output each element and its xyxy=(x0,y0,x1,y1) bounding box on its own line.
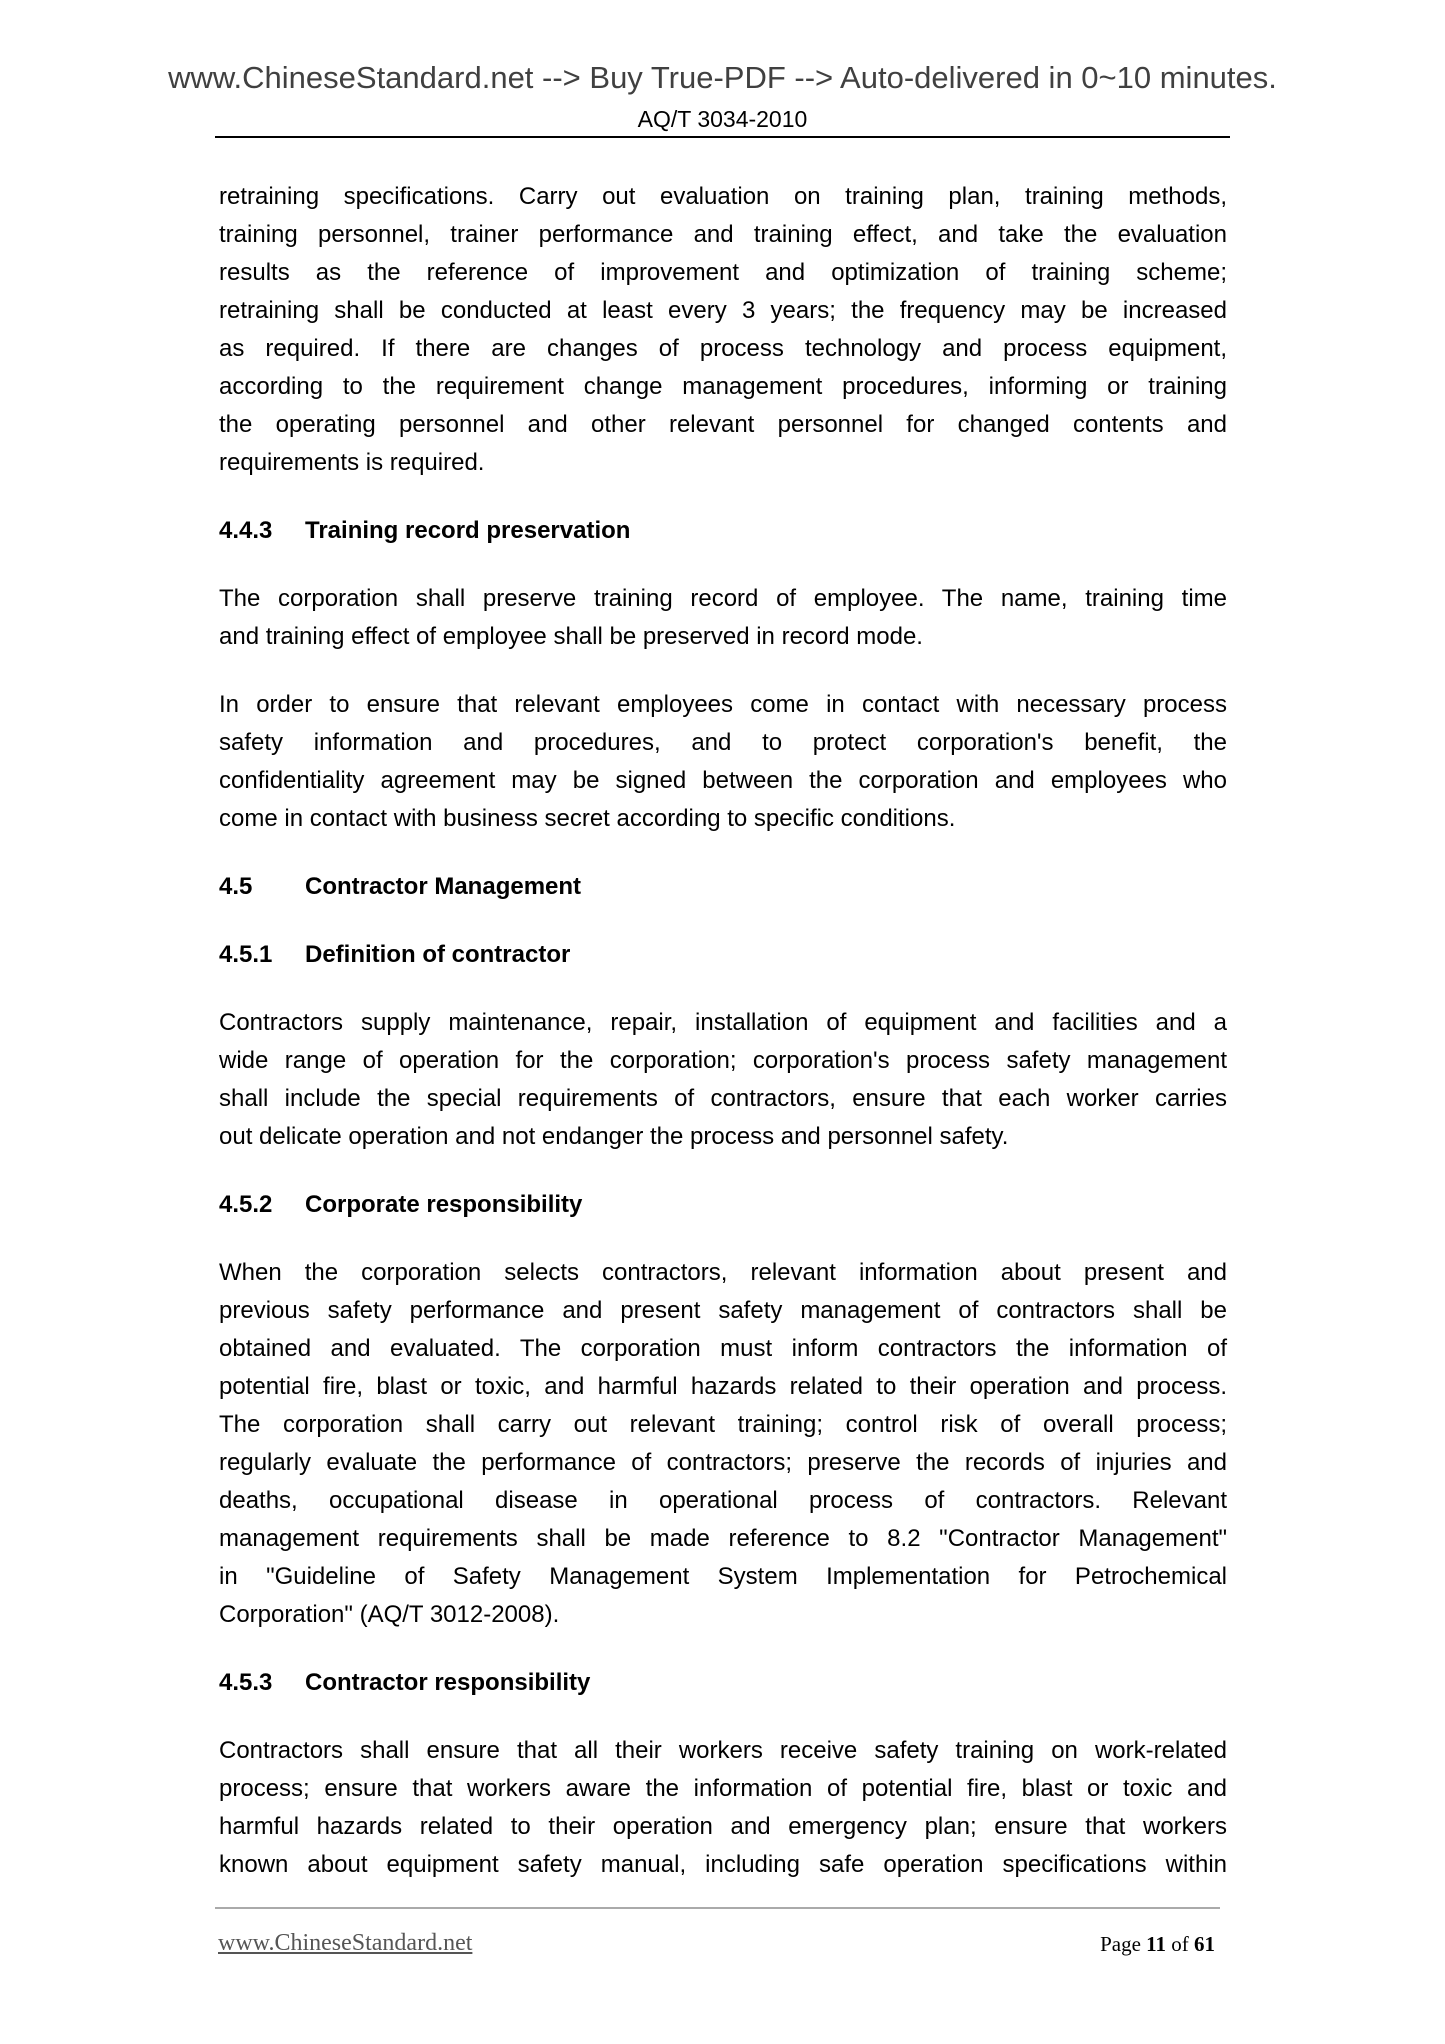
paragraph xyxy=(219,580,1227,656)
text-line: previous safety performance and present safety management of contractors shall be xyxy=(219,1297,1227,1324)
text-line: wide range of operation for the corporation; corporation's process safety management xyxy=(219,1047,1227,1074)
text-line: obtained and evaluated. The corporation must inform contractors the information of xyxy=(219,1335,1227,1362)
text-line: retraining shall be conducted at least every 3 years; the frequency may be increased xyxy=(219,297,1227,324)
section-title: Corporate responsibility xyxy=(305,1191,583,1218)
paragraph xyxy=(219,686,1227,838)
text-line: Corporation" (AQ/T 3012-2008). xyxy=(219,1601,560,1628)
text-line: The corporation shall preserve training record of employee. The name, training time xyxy=(219,585,1227,612)
text-line: When the corporation selects contractors, relevant information about present and xyxy=(219,1259,1227,1286)
text-line: results as the reference of improvement and optimization of training scheme; xyxy=(219,259,1227,286)
section-number: 4.5.2 xyxy=(219,1191,273,1218)
standard-number: AQ/T 3034-2010 xyxy=(637,106,808,132)
text-line: management requirements shall be made reference to 8.2 "Contractor Management" xyxy=(219,1525,1227,1552)
text-line: shall include the special requirements of contractors, ensure that each worker carries xyxy=(219,1085,1227,1112)
page-indicator xyxy=(1100,1932,1215,1957)
section-heading-4-5 xyxy=(219,868,1227,906)
text-line: confidentiality agreement may be signed between the corporation and employees who xyxy=(219,767,1227,794)
header-banner: www.ChineseStandard.net --> Buy True-PDF --> Auto-delivered in 0~10 minutes. xyxy=(168,60,1277,95)
section-heading-4-5-2 xyxy=(219,1186,1227,1224)
header-divider xyxy=(215,136,1230,138)
text-line: harmful hazards related to their operation and emergency plan; ensure that workers xyxy=(219,1813,1227,1840)
text-line: retraining specifications. Carry out evaluation on training plan, training methods, xyxy=(219,183,1227,210)
text-line: as required. If there are changes of process technology and process equipment, xyxy=(219,335,1227,362)
paragraph xyxy=(219,1004,1227,1156)
paragraph xyxy=(219,178,1227,482)
text-line: In order to ensure that relevant employees come in contact with necessary process xyxy=(219,691,1227,718)
text-line: out delicate operation and not endanger the process and personnel safety. xyxy=(219,1123,1009,1150)
text-line: the operating personnel and other relevant personnel for changed contents and xyxy=(219,411,1227,438)
text-line: and training effect of employee shall be preserved in record mode. xyxy=(219,623,923,650)
text-line: Contractors supply maintenance, repair, installation of equipment and facilities and a xyxy=(219,1009,1227,1036)
text-line: deaths, occupational disease in operational process of contractors. Relevant xyxy=(219,1487,1227,1514)
page-total: 61 xyxy=(1194,1932,1215,1956)
text-line: process; ensure that workers aware the information of potential fire, blast or toxic and xyxy=(219,1775,1227,1802)
text-line: potential fire, blast or toxic, and harmful hazards related to their operation and process. xyxy=(219,1373,1227,1400)
text-line: Contractors shall ensure that all their workers receive safety training on work-related xyxy=(219,1737,1227,1764)
text-line: according to the requirement change management procedures, informing or training xyxy=(219,373,1227,400)
section-title: Contractor Management xyxy=(305,873,582,900)
section-title: Definition of contractor xyxy=(305,941,571,968)
section-heading-4-5-3 xyxy=(219,1664,1227,1702)
text-line: The corporation shall carry out relevant training; control risk of overall process; xyxy=(219,1411,1227,1438)
text-line: requirements is required. xyxy=(219,449,485,476)
text-line: training personnel, trainer performance and training effect, and take the evaluation xyxy=(219,221,1227,248)
section-number: 4.4.3 xyxy=(219,517,273,544)
section-number: 4.5.3 xyxy=(219,1669,273,1696)
section-title: Training record preservation xyxy=(305,517,631,544)
page-label: Page xyxy=(1100,1932,1141,1956)
text-line: regularly evaluate the performance of contractors; preserve the records of injuries and xyxy=(219,1449,1227,1476)
page-of-label: of xyxy=(1171,1932,1189,1956)
text-line: in "Guideline of Safety Management System Implementation for Petrochemical xyxy=(219,1563,1227,1590)
text-line: come in contact with business secret according to specific conditions. xyxy=(219,805,956,832)
section-title: Contractor responsibility xyxy=(305,1669,591,1696)
section-heading-4-4-3 xyxy=(219,512,1227,550)
paragraph xyxy=(219,1254,1227,1634)
section-number: 4.5 xyxy=(219,873,253,900)
paragraph xyxy=(219,1732,1227,1884)
footer-divider xyxy=(215,1907,1220,1909)
section-number: 4.5.1 xyxy=(219,941,273,968)
page-current: 11 xyxy=(1146,1932,1166,1956)
text-line: known about equipment safety manual, including safe operation specifications within xyxy=(219,1851,1227,1878)
section-heading-4-5-1 xyxy=(219,936,1227,974)
document-body xyxy=(219,178,1227,1914)
footer-website-link[interactable]: www.ChineseStandard.net xyxy=(218,1930,473,1956)
text-line: safety information and procedures, and to protect corporation's benefit, the xyxy=(219,729,1227,756)
